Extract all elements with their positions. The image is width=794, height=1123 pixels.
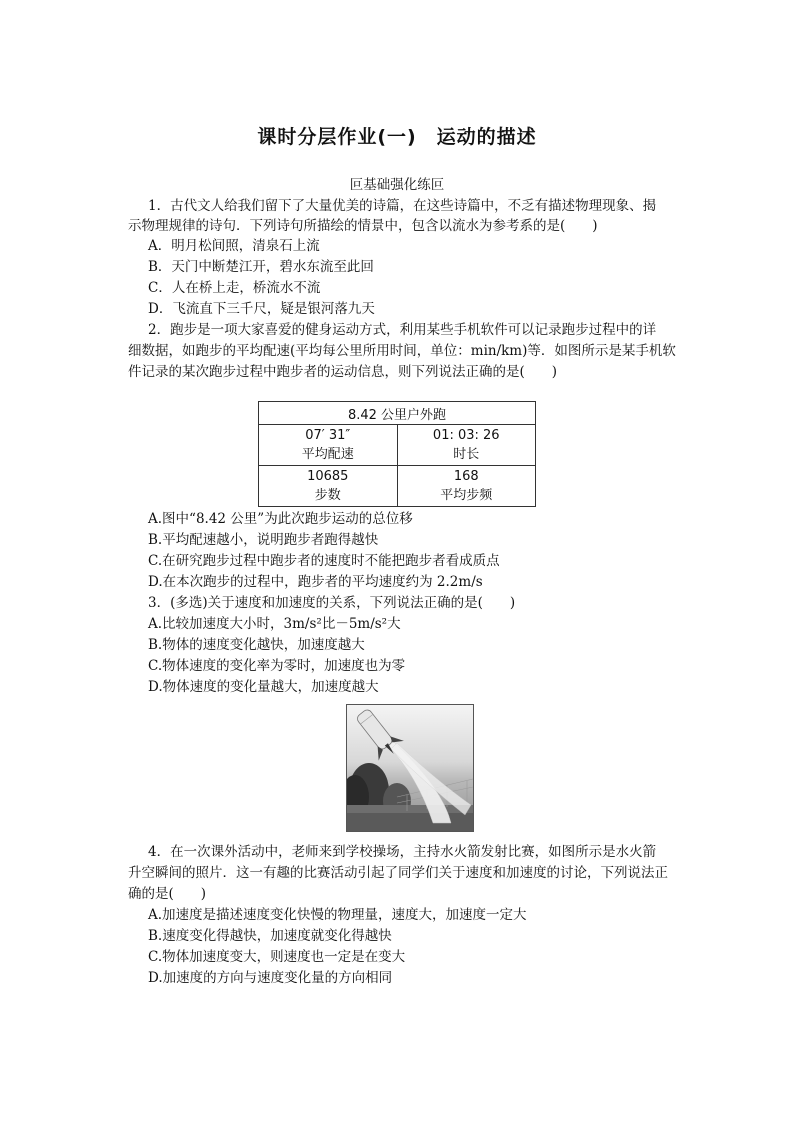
stat-label: 步数 bbox=[314, 488, 341, 503]
q4-stem-line-3: 确的是( ) bbox=[128, 886, 207, 902]
q2-option-d: D.在本次跑步的过程中，跑步者的平均速度约为 2.2m/s bbox=[148, 574, 483, 590]
q1-option-d: D．飞流直下三千尺，疑是银河落九天 bbox=[148, 301, 375, 317]
q3-stem-line-1: 3．(多选)关于速度和加速度的关系，下列说法正确的是( ) bbox=[148, 595, 516, 611]
stat-cell-steps bbox=[259, 466, 398, 507]
page-title: 课时分层作业(一) 运动的描述 bbox=[257, 126, 537, 148]
water-rocket-photo bbox=[346, 704, 474, 832]
stat-cell-cadence bbox=[397, 466, 536, 507]
q1-stem-line-1: 1．古代文人给我们留下了大量优美的诗篇，在这些诗篇中，不乏有描述物理现象、揭 bbox=[148, 198, 657, 214]
q1-option-a: A．明月松间照，清泉石上流 bbox=[148, 238, 320, 254]
stat-label: 时长 bbox=[453, 447, 480, 462]
running-stats-header: 8.42 公里户外跑 bbox=[259, 402, 536, 425]
q3-option-a: A.比较加速度大小时，3m/s²比－5m/s²大 bbox=[148, 616, 401, 632]
q1-option-b: B．天门中断楚江开，碧水东流至此回 bbox=[148, 259, 374, 275]
q4-option-c: C.物体加速度变大，则速度也一定是在变大 bbox=[148, 949, 406, 965]
stat-value: 10685 bbox=[307, 469, 349, 484]
q4-option-d: D.加速度的方向与速度变化量的方向相同 bbox=[148, 970, 393, 986]
q1-option-c: C．人在桥上走，桥流水不流 bbox=[148, 280, 321, 296]
stat-label: 平均步频 bbox=[440, 488, 493, 503]
q2-option-a: A.图中“8.42 公里”为此次跑步运动的总位移 bbox=[148, 511, 413, 527]
water-rocket-illustration bbox=[347, 705, 473, 831]
stat-cell-duration bbox=[397, 425, 536, 466]
q4-option-b: B.速度变化得越快，加速度就变化得越快 bbox=[148, 928, 392, 944]
q4-stem-line-2: 升空瞬间的照片．这一有趣的比赛活动引起了同学们关于速度和加速度的讨论，下列说法正 bbox=[128, 865, 668, 881]
stat-cell-pace bbox=[259, 425, 398, 466]
stat-value: 01: 03: 26 bbox=[432, 428, 500, 443]
q3-option-c: C.物体速度的变化率为零时，加速度也为零 bbox=[148, 658, 406, 674]
q2-option-b: B.平均配速越小，说明跑步者跑得越快 bbox=[148, 532, 379, 548]
q2-stem-line-2: 细数据，如跑步的平均配速(平均每公里所用时间，单位：min/km)等．如图所示是某手机软 bbox=[128, 343, 676, 359]
running-stats-table bbox=[258, 401, 536, 507]
q2-stem-line-3: 件记录的某次跑步过程中跑步者的运动信息，则下列说法正确的是( ) bbox=[128, 364, 558, 380]
q2-option-c: C.在研究跑步过程中跑步者的速度时不能把跑步者看成质点 bbox=[148, 553, 500, 569]
q1-stem-line-2: 示物理规律的诗句．下列诗句所描绘的情景中，包含以流水为参考系的是( ) bbox=[128, 218, 598, 234]
q2-stem-line-1: 2．跑步是一项大家喜爱的健身运动方式，利用某些手机软件可以记录跑步过程中的详 bbox=[148, 322, 657, 338]
section-title: 叵基础强化练叵 bbox=[349, 177, 445, 193]
stat-value: 07′ 31″ bbox=[305, 428, 351, 443]
stat-label: 平均配速 bbox=[301, 447, 354, 462]
q4-stem-line-1: 4．在一次课外活动中，老师来到学校操场，主持水火箭发射比赛，如图所示是水火箭 bbox=[148, 844, 657, 860]
q3-option-b: B.物体的速度变化越快，加速度越大 bbox=[148, 637, 365, 653]
q4-option-a: A.加速度是描述速度变化快慢的物理量，速度大，加速度一定大 bbox=[148, 907, 527, 923]
stat-value: 168 bbox=[453, 469, 479, 484]
q3-option-d: D.物体速度的变化量越大，加速度越大 bbox=[148, 679, 379, 695]
